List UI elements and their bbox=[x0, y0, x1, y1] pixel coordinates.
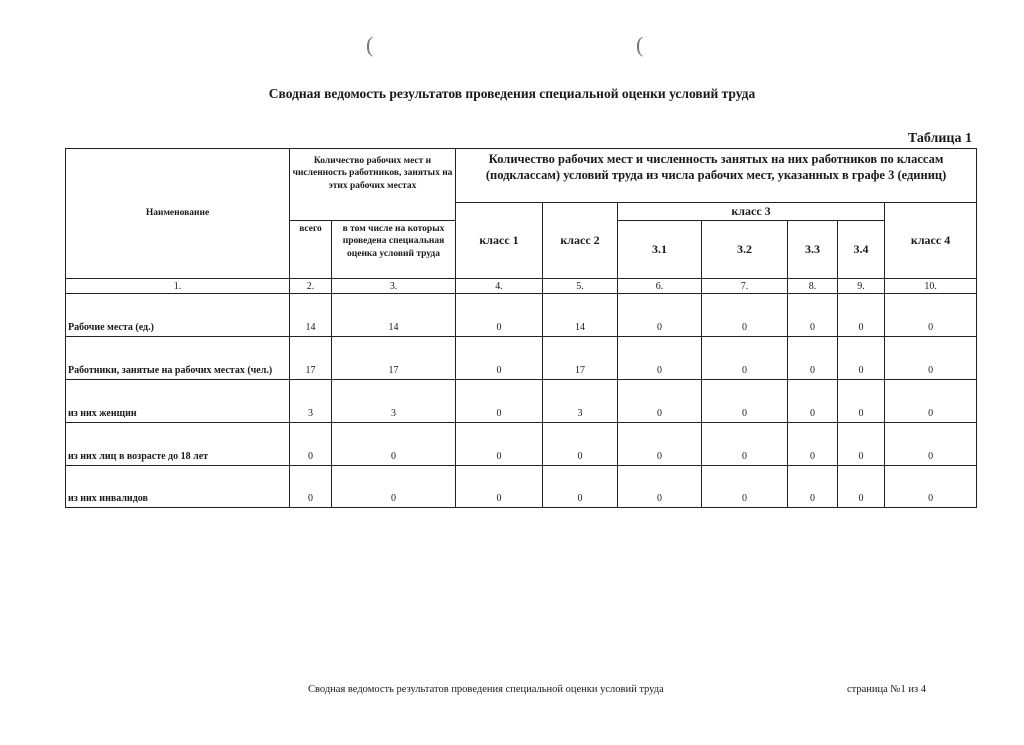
col-number: 9. bbox=[838, 279, 885, 294]
cell-value: 0 bbox=[456, 466, 543, 508]
header-class-2: класс 2 bbox=[543, 203, 618, 279]
summary-table bbox=[65, 148, 977, 508]
cell-value: 17 bbox=[543, 337, 618, 380]
cell-value: 3 bbox=[332, 380, 456, 423]
cell-value: 0 bbox=[788, 337, 838, 380]
table-row bbox=[66, 423, 977, 466]
header-row-1 bbox=[66, 149, 977, 203]
cell-value: 0 bbox=[618, 294, 702, 337]
cell-value: 0 bbox=[290, 423, 332, 466]
cell-value: 0 bbox=[332, 466, 456, 508]
table-row bbox=[66, 380, 977, 423]
header-name: Наименование bbox=[66, 149, 290, 279]
header-class-3: класс 3 bbox=[618, 203, 885, 221]
cell-value: 0 bbox=[838, 294, 885, 337]
header-group-right: Количество рабочих мест и численность занятых на них работников по классам (подклассам) условий труда из числа рабочих мест, указанных в графе 3 (единиц) bbox=[456, 149, 977, 203]
punch-mark-left: ( bbox=[366, 32, 374, 57]
cell-value: 0 bbox=[885, 337, 977, 380]
column-number-row bbox=[66, 279, 977, 294]
cell-value: 0 bbox=[838, 337, 885, 380]
col-number: 6. bbox=[618, 279, 702, 294]
cell-value: 0 bbox=[702, 423, 788, 466]
row-name: из них инвалидов bbox=[66, 466, 290, 508]
col-number: 8. bbox=[788, 279, 838, 294]
cell-value: 0 bbox=[788, 294, 838, 337]
cell-value: 0 bbox=[885, 423, 977, 466]
cell-value: 0 bbox=[788, 380, 838, 423]
col-number: 3. bbox=[332, 279, 456, 294]
col-number: 5. bbox=[543, 279, 618, 294]
cell-value: 3 bbox=[290, 380, 332, 423]
row-name: из них женщин bbox=[66, 380, 290, 423]
cell-value: 0 bbox=[838, 380, 885, 423]
cell-value: 0 bbox=[885, 466, 977, 508]
header-total: всего bbox=[290, 221, 332, 279]
cell-value: 0 bbox=[618, 380, 702, 423]
header-sub-3-4: 3.4 bbox=[838, 221, 885, 279]
table-row bbox=[66, 466, 977, 508]
cell-value: 0 bbox=[618, 337, 702, 380]
cell-value: 0 bbox=[838, 466, 885, 508]
cell-value: 17 bbox=[290, 337, 332, 380]
col-number: 1. bbox=[66, 279, 290, 294]
footer-text: Сводная ведомость результатов проведения специальной оценки условий труда bbox=[308, 684, 664, 695]
document-title: Сводная ведомость результатов проведения специальной оценки условий труда bbox=[268, 86, 756, 101]
cell-value: 0 bbox=[885, 380, 977, 423]
cell-value: 14 bbox=[543, 294, 618, 337]
cell-value: 14 bbox=[290, 294, 332, 337]
cell-value: 0 bbox=[885, 294, 977, 337]
row-name: Работники, занятые на рабочих местах (чел.) bbox=[66, 337, 290, 380]
header-assessed: в том числе на которых проведена специальная оценка условий труда bbox=[332, 221, 456, 279]
cell-value: 0 bbox=[543, 466, 618, 508]
header-class-1: класс 1 bbox=[456, 203, 543, 279]
cell-value: 0 bbox=[456, 337, 543, 380]
cell-value: 0 bbox=[456, 423, 543, 466]
cell-value: 0 bbox=[290, 466, 332, 508]
col-number: 10. bbox=[885, 279, 977, 294]
table-row bbox=[66, 337, 977, 380]
header-sub-3-2: 3.2 bbox=[702, 221, 788, 279]
punch-mark-right: ( bbox=[636, 32, 644, 57]
cell-value: 0 bbox=[838, 423, 885, 466]
cell-value: 3 bbox=[543, 380, 618, 423]
cell-value: 0 bbox=[702, 380, 788, 423]
header-class-4: класс 4 bbox=[885, 203, 977, 279]
row-name: из них лиц в возрасте до 18 лет bbox=[66, 423, 290, 466]
cell-value: 0 bbox=[702, 294, 788, 337]
row-name: Рабочие места (ед.) bbox=[66, 294, 290, 337]
page-number: страница №1 из 4 bbox=[847, 684, 926, 695]
cell-value: 0 bbox=[788, 466, 838, 508]
col-number: 7. bbox=[702, 279, 788, 294]
table-row bbox=[66, 294, 977, 337]
cell-value: 0 bbox=[702, 466, 788, 508]
cell-value: 0 bbox=[332, 423, 456, 466]
cell-value: 14 bbox=[332, 294, 456, 337]
cell-value: 0 bbox=[618, 423, 702, 466]
cell-value: 17 bbox=[332, 337, 456, 380]
table-label: Таблица 1 bbox=[907, 131, 972, 146]
cell-value: 0 bbox=[456, 380, 543, 423]
header-sub-3-3: 3.3 bbox=[788, 221, 838, 279]
cell-value: 0 bbox=[618, 466, 702, 508]
header-sub-3-1: 3.1 bbox=[618, 221, 702, 279]
cell-value: 0 bbox=[788, 423, 838, 466]
cell-value: 0 bbox=[456, 294, 543, 337]
cell-value: 0 bbox=[702, 337, 788, 380]
header-group-left: Количество рабочих мест и численность работников, занятых на этих рабочих местах bbox=[290, 149, 456, 221]
col-number: 2. bbox=[290, 279, 332, 294]
cell-value: 0 bbox=[543, 423, 618, 466]
col-number: 4. bbox=[456, 279, 543, 294]
